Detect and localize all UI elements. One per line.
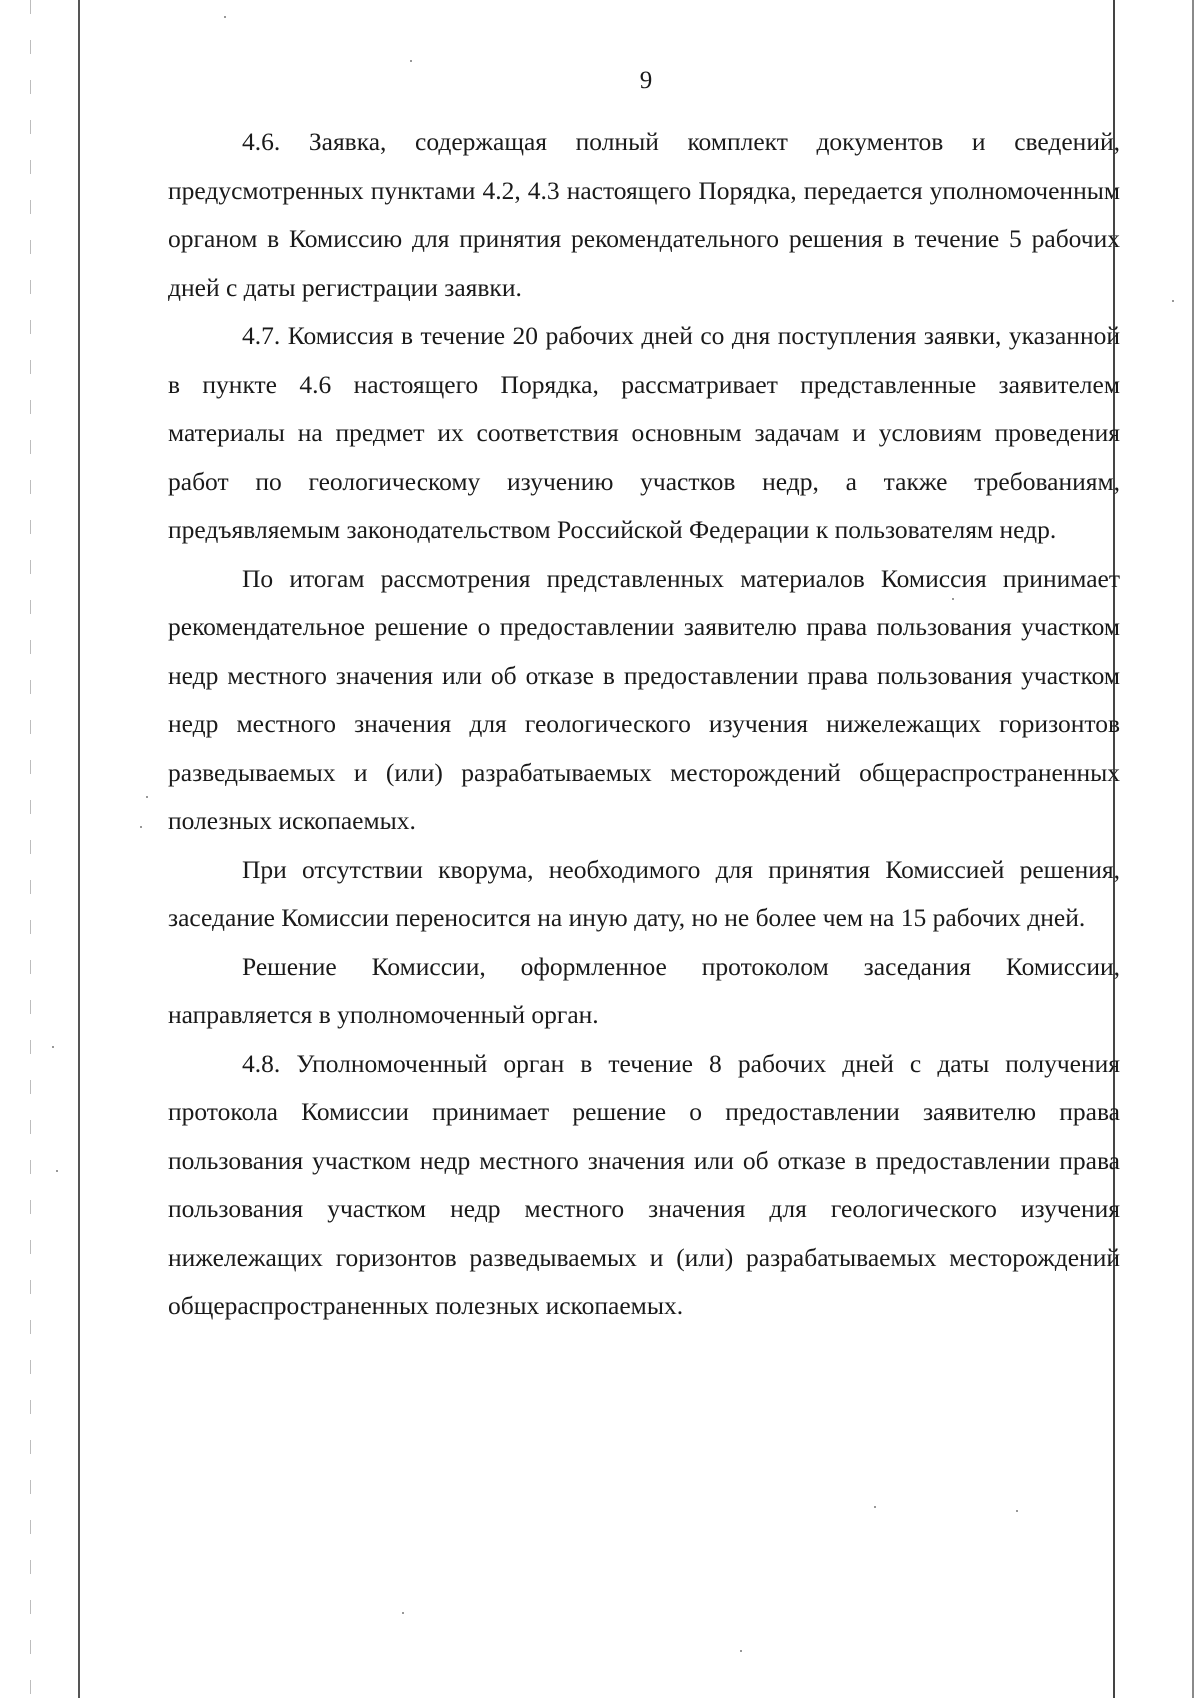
scan-speck — [224, 16, 226, 18]
scan-speck — [140, 826, 142, 828]
paragraph-4-8: 4.8. Уполномоченный орган в течение 8 рабочих дней с даты получения протокола Комиссии принимает решение о предоставлении заявителю права пользования участком недр местного значения или об отказе в предоставлении права пользования участком недр местного значения для геологического изучения нижележащих горизонтов разведываемых и (или) разрабатываемых месторождений общераспространенных полезных ископаемых. — [168, 1048, 1120, 1320]
paragraph-4-7: 4.7. Комиссия в течение 20 рабочих дней со дня поступления заявки, указанной в пункте 4.6 настоящего Порядка, рассматривает представленные заявителем материалы на предмет их соответствия основным задачам и условиям проведения работ по геологическому изучению участков недр, а также требованиям, предъявляемым законодательством Российской Федерации к пользователям недр. — [168, 321, 1120, 544]
scan-speck — [952, 598, 954, 600]
scan-left-edge — [78, 0, 80, 1698]
scan-speck — [146, 796, 148, 798]
scan-speck — [52, 1046, 54, 1048]
paragraph-4-6: 4.6. Заявка, содержащая полный комплект документов и сведений, предусмотренных пунктами 4.2, 4.3 настоящего Порядка, передается уполномоченным органом в Комиссию для принятия рекомендательного решения в течение 5 рабочих дней с даты регистрации заявки. — [168, 127, 1120, 302]
scan-speck — [402, 1612, 404, 1614]
scan-speck — [410, 60, 412, 62]
scan-right-outer-edge — [1192, 0, 1194, 1698]
document-body — [168, 118, 1120, 1331]
paragraph-quorum: При отсутствии кворума, необходимого для принятия Комиссией решения, заседание Комиссии переносится на иную дату, но не более чем на 15 рабочих дней. — [168, 854, 1120, 932]
paragraph-commission-decision: Решение Комиссии, оформленное протоколом заседания Комиссии, направляется в уполномоченный орган. — [168, 951, 1120, 1029]
scan-speck — [56, 1170, 58, 1172]
paragraph-review-results: По итогам рассмотрения представленных материалов Комиссия принимает рекомендательное решение о предоставлении заявителю права пользования участком недр местного значения или об отказе в предоставлении права пользования участком недр местного значения для геологического изучения нижележащих горизонтов разведываемых и (или) разрабатываемых месторождений общераспространенных полезных ископаемых. — [168, 563, 1120, 835]
page-number: 9 — [639, 67, 653, 94]
scan-speck — [874, 1506, 876, 1508]
scan-speck — [1172, 300, 1174, 302]
scan-margin-mark — [30, 0, 31, 1698]
scan-speck — [740, 1650, 742, 1652]
scan-speck — [1016, 1510, 1018, 1512]
